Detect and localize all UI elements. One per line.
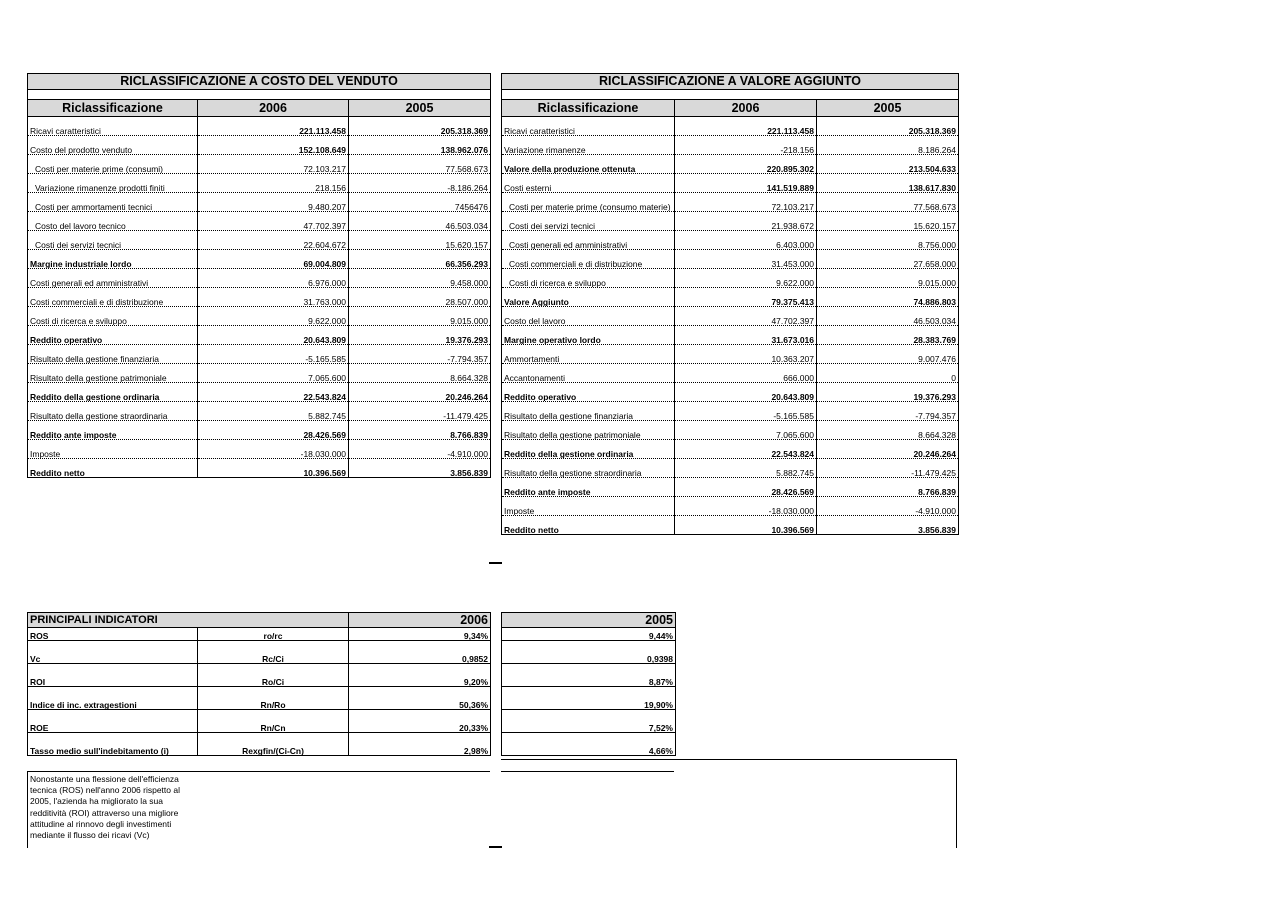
value-2006: 20.643.809 [675,383,817,402]
indicator-row-2005 [502,710,676,733]
value-2005: 3.856.839 [817,516,959,535]
value-2005: 3.856.839 [349,459,491,478]
value-2006: 9.480.207 [198,193,349,212]
table-row [502,193,959,212]
row-label: Risultato della gestione finanziaria [502,402,675,421]
row-label: Reddito della gestione ordinaria [28,383,198,402]
row-label: Ricavi caratteristici [28,117,198,136]
value-2006: 7.065.600 [198,364,349,383]
table-row [502,364,959,383]
row-label: Costi generali ed amministrativi [502,231,675,250]
indicator-row [28,733,491,756]
indicator-name: ROI [28,664,198,687]
value-2005: -11.479.425 [349,402,491,421]
value-2006: 6.976.000 [198,269,349,288]
table-row [28,136,491,155]
value-2005: 19.376.293 [817,383,959,402]
row-label: Costi per materie prime (consumi) [28,155,198,174]
indicator-value-2005: 19,90% [502,687,676,710]
value-2006: 141.519.889 [675,174,817,193]
indicator-row [28,664,491,687]
table-row [502,212,959,231]
row-label: Costi generali ed amministrativi [28,269,198,288]
value-2006: 666.000 [675,364,817,383]
value-2005: -7.794.357 [349,345,491,364]
right-header-label: Riclassificazione [502,100,675,117]
table-row [28,421,491,440]
value-2006: 10.396.569 [198,459,349,478]
right-header-2006: 2006 [675,100,817,117]
table-row [502,231,959,250]
table-row [28,326,491,345]
value-2005: 77.568.673 [817,193,959,212]
indicator-formula: ro/rc [198,628,349,641]
costo-venduto-table [27,73,491,478]
table-row [502,250,959,269]
indicator-value-2006: 9,20% [349,664,491,687]
value-2006: 10.396.569 [675,516,817,535]
indicator-formula: Rn/Ro [198,687,349,710]
value-2006: 72.103.217 [198,155,349,174]
table-row [502,307,959,326]
table-row [502,402,959,421]
value-2006: 152.108.649 [198,136,349,155]
row-label: Costi di ricerca e sviluppo [28,307,198,326]
indicator-value-2005: 0,9398 [502,641,676,664]
indicator-row [28,628,491,641]
comment-box [27,771,490,848]
table-row [502,516,959,535]
row-label: Costo del prodotto venduto [28,136,198,155]
table-row [502,440,959,459]
row-label: Margine industriale lordo [28,250,198,269]
value-2006: 31.453.000 [675,250,817,269]
row-label: Risultato della gestione patrimoniale [502,421,675,440]
value-2006: 22.604.672 [198,231,349,250]
indicators-title: PRINCIPALI INDICATORI [28,613,349,628]
value-2005: 27.658.000 [817,250,959,269]
value-2005: 8.664.328 [817,421,959,440]
table-row [28,250,491,269]
table-row [502,421,959,440]
row-label: Costi commerciali e di distribuzione [502,250,675,269]
row-label: Reddito netto [502,516,675,535]
row-label: Ammortamenti [502,345,675,364]
left-header-2006: 2006 [198,100,349,117]
valore-aggiunto-table [501,73,959,535]
value-2006: 5.882.745 [675,459,817,478]
table-row [28,155,491,174]
value-2006: 31.763.000 [198,288,349,307]
table-row [28,345,491,364]
value-2005: 0 [817,364,959,383]
table-row [502,345,959,364]
value-2005: -4.910.000 [349,440,491,459]
value-2006: 221.113.458 [675,117,817,136]
row-label: Accantonamenti [502,364,675,383]
row-label: Risultato della gestione finanziaria [28,345,198,364]
indicator-row-2005 [502,664,676,687]
indicator-value-2005: 7,52% [502,710,676,733]
table-row [28,459,491,478]
table-row [502,155,959,174]
value-2006: -5.165.585 [198,345,349,364]
value-2006: 22.543.824 [675,440,817,459]
value-2005: 28.507.000 [349,288,491,307]
indicator-row [28,641,491,664]
row-label: Reddito operativo [28,326,198,345]
row-label: Costi per ammortamenti tecnici [28,193,198,212]
indicator-row-2005 [502,733,676,756]
row-label: Costi di ricerca e sviluppo [502,269,675,288]
value-2005: 9.015.000 [349,307,491,326]
right-header-2005: 2005 [817,100,959,117]
indicator-name: Vc [28,641,198,664]
row-label: Costo del lavoro [502,307,675,326]
row-label: Costi commerciali e di distribuzione [28,288,198,307]
value-2006: -18.030.000 [198,440,349,459]
row-label: Costi per materie prime (consumo materie) [502,193,675,212]
value-2005: 138.962.076 [349,136,491,155]
row-label: Reddito ante imposte [28,421,198,440]
row-label: Variazione rimanenze prodotti finiti [28,174,198,193]
table-row [28,383,491,402]
value-2005: 7456476 [349,193,491,212]
value-2006: 28.426.569 [198,421,349,440]
table-row [502,136,959,155]
indicator-value-2006: 0,9852 [349,641,491,664]
table-row [28,193,491,212]
value-2006: 31.673.016 [675,326,817,345]
value-2005: -7.794.357 [817,402,959,421]
table-row [28,402,491,421]
row-label: Reddito operativo [502,383,675,402]
indicator-value-2005: 4,66% [502,733,676,756]
value-2006: 9.622.000 [198,307,349,326]
value-2006: 218.156 [198,174,349,193]
indicator-value-2006: 50,36% [349,687,491,710]
value-2006: 221.113.458 [198,117,349,136]
value-2005: 15.620.157 [349,231,491,250]
indicator-name: ROS [28,628,198,641]
table-row [28,212,491,231]
table-row [28,269,491,288]
value-2005: -11.479.425 [817,459,959,478]
table-row [28,231,491,250]
row-label: Costi esterni [502,174,675,193]
comment-box-right [501,759,957,848]
row-label: Imposte [502,497,675,516]
value-2006: 9.622.000 [675,269,817,288]
indicator-name: Tasso medio sull'indebitamento (i) [28,733,198,756]
right-table-title: RICLASSIFICAZIONE A VALORE AGGIUNTO [502,74,959,90]
indicators-year-2005: 2005 [502,613,676,628]
value-2005: -8.186.264 [349,174,491,193]
table-row [502,269,959,288]
table-row [28,288,491,307]
table-row [28,117,491,136]
value-2005: 213.504.633 [817,155,959,174]
table-row [28,440,491,459]
indicator-formula: Rc/Ci [198,641,349,664]
page-mark [489,562,502,564]
row-label: Reddito ante imposte [502,478,675,497]
value-2005: 205.318.369 [817,117,959,136]
value-2005: 8.664.328 [349,364,491,383]
row-label: Reddito della gestione ordinaria [502,440,675,459]
row-label: Imposte [28,440,198,459]
indicator-row [28,687,491,710]
left-table-title: RICLASSIFICAZIONE A COSTO DEL VENDUTO [28,74,491,90]
indicator-row [28,710,491,733]
value-2006: 69.004.809 [198,250,349,269]
indicators-year-2006: 2006 [349,613,491,628]
value-2005: 19.376.293 [349,326,491,345]
row-label: Ricavi caratteristici [502,117,675,136]
value-2005: 20.246.264 [349,383,491,402]
indicator-formula: Rn/Cn [198,710,349,733]
indicator-value-2006: 20,33% [349,710,491,733]
row-label: Valore della produzione ottenuta [502,155,675,174]
indicator-name: Indice di inc. extragestioni [28,687,198,710]
value-2006: 7.065.600 [675,421,817,440]
table-row [502,326,959,345]
value-2006: 6.403.000 [675,231,817,250]
row-label: Variazione rimanenze [502,136,675,155]
value-2005: 74.886.803 [817,288,959,307]
value-2005: 66.356.293 [349,250,491,269]
indicators-2005-table [501,612,676,756]
indicator-row-2005 [502,628,676,641]
value-2005: 138.617.830 [817,174,959,193]
value-2006: 20.643.809 [198,326,349,345]
indicator-row-2005 [502,687,676,710]
value-2006: 220.895.302 [675,155,817,174]
value-2006: 47.702.397 [675,307,817,326]
indicators-table [27,612,491,756]
value-2005: 77.568.673 [349,155,491,174]
indicator-value-2005: 8,87% [502,664,676,687]
indicator-value-2006: 2,98% [349,733,491,756]
value-2005: 20.246.264 [817,440,959,459]
value-2006: 72.103.217 [675,193,817,212]
value-2006: 22.543.824 [198,383,349,402]
value-2005: 9.015.000 [817,269,959,288]
row-label: Risultato della gestione straordinaria [502,459,675,478]
value-2006: -218.156 [675,136,817,155]
value-2006: -18.030.000 [675,497,817,516]
table-row [28,307,491,326]
indicator-formula: Rexgfin/(Ci-Cn) [198,733,349,756]
value-2006: 5.882.745 [198,402,349,421]
indicator-name: ROE [28,710,198,733]
table-row [502,459,959,478]
value-2005: 28.383.769 [817,326,959,345]
indicator-value-2006: 9,34% [349,628,491,641]
value-2005: 15.620.157 [817,212,959,231]
value-2005: 8.766.839 [817,478,959,497]
value-2005: 46.503.034 [817,307,959,326]
left-header-label: Riclassificazione [28,100,198,117]
value-2006: 79.375.413 [675,288,817,307]
table-row [28,174,491,193]
indicator-formula: Ro/Ci [198,664,349,687]
table-row [502,288,959,307]
row-label: Costi dei servizi tecnici [502,212,675,231]
comment-text: Nonostante una flessione dell'efficienza tecnica (ROS) nell'anno 2006 rispetto al 2005, l'azienda ha migliorato la sua redditività (ROI) attraverso una migliore attitudine al rinnovo degli investimenti mediante il flusso dei ricavi (Vc) [30,774,180,841]
value-2006: 21.938.672 [675,212,817,231]
row-label: Reddito netto [28,459,198,478]
value-2005: 46.503.034 [349,212,491,231]
value-2006: 10.363.207 [675,345,817,364]
value-2006: 28.426.569 [675,478,817,497]
table-row [502,478,959,497]
table-row [502,174,959,193]
row-label: Costi dei servizi tecnici [28,231,198,250]
row-label: Margine operativo lordo [502,326,675,345]
row-label: Valore Aggiunto [502,288,675,307]
value-2005: 205.318.369 [349,117,491,136]
value-2006: 47.702.397 [198,212,349,231]
value-2005: 8.766.839 [349,421,491,440]
table-row [28,364,491,383]
row-label: Risultato della gestione straordinaria [28,402,198,421]
value-2005: -4.910.000 [817,497,959,516]
value-2006: -5.165.585 [675,402,817,421]
page-mark-bottom [489,846,502,848]
indicator-row-2005 [502,641,676,664]
row-label: Costo del lavoro tecnico [28,212,198,231]
indicator-value-2005: 9,44% [502,628,676,641]
value-2005: 8.756.000 [817,231,959,250]
value-2005: 9.458.000 [349,269,491,288]
value-2005: 9.007.476 [817,345,959,364]
table-row [502,383,959,402]
table-row [502,117,959,136]
value-2005: 8.186.264 [817,136,959,155]
table-row [502,497,959,516]
row-label: Risultato della gestione patrimoniale [28,364,198,383]
left-header-2005: 2005 [349,100,491,117]
